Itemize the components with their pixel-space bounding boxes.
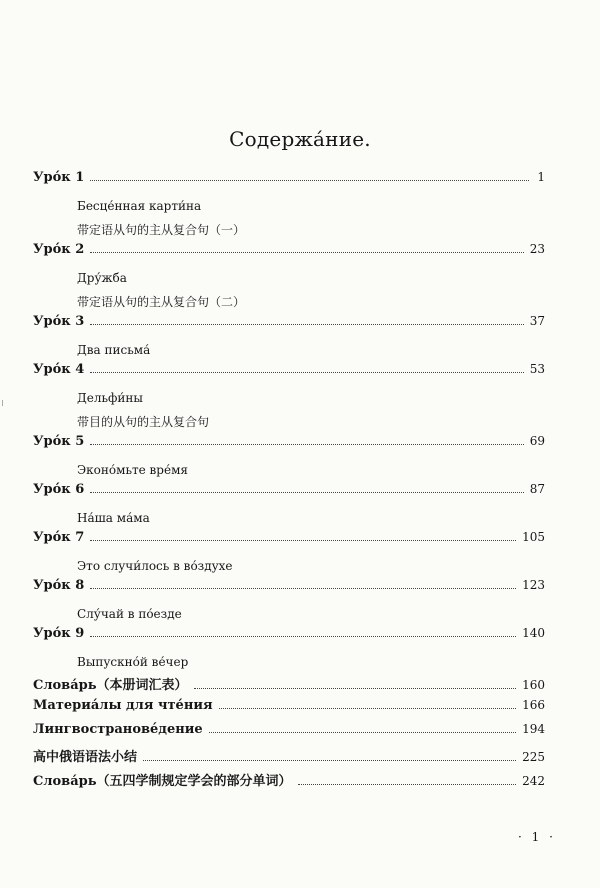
toc-entry-page: 140 (522, 626, 545, 640)
toc-entry (33, 770, 545, 794)
toc-entry-label: Лингвострановéдение (33, 722, 203, 737)
toc-entry-label: Уро́к 1 (33, 170, 85, 185)
table-of-contents (33, 170, 545, 794)
toc-entry-label: Уро́к 7 (33, 530, 85, 545)
toc-entry (33, 530, 545, 578)
margin-mark (2, 400, 3, 406)
toc-entry (33, 362, 545, 434)
toc-row (33, 530, 545, 554)
toc-entry-subtitle: 带定语从句的主从复合句（一） (77, 223, 246, 237)
dot-leader (219, 708, 517, 709)
toc-row (33, 626, 545, 650)
toc-row (33, 770, 545, 794)
page-number: · 1 · (518, 830, 556, 844)
toc-entry-subtitle: Слу́чай в по́езде (77, 607, 182, 621)
toc-entry-subtitle: Два письма́ (77, 343, 151, 357)
toc-entry-page: 160 (522, 678, 545, 692)
toc-entry-page: 105 (522, 530, 545, 544)
toc-entry-subtitle: Это случи́лось в во́здухе (77, 559, 233, 573)
toc-entry (33, 434, 545, 482)
dot-leader (143, 760, 516, 761)
dot-leader (90, 540, 516, 541)
toc-entry-page: 123 (522, 578, 545, 592)
toc-entry-page: 37 (529, 314, 545, 328)
dot-leader (90, 372, 523, 373)
toc-row (33, 434, 545, 458)
toc-entry (33, 314, 545, 362)
toc-row (33, 578, 545, 602)
toc-entry-page: 194 (522, 722, 545, 736)
toc-row (33, 482, 545, 506)
dot-leader (90, 492, 523, 493)
page-title: Содержа́ние. (229, 127, 371, 152)
toc-entry-subtitle: Дельфи́ны (77, 391, 143, 405)
dot-leader (90, 588, 516, 589)
dot-leader (90, 252, 523, 253)
toc-row (33, 746, 545, 770)
toc-entry-label: Слова́рь（五四学制规定学会的部分单词） (33, 774, 292, 789)
toc-row (33, 242, 545, 266)
toc-entry (33, 578, 545, 626)
toc-entry-subtitle: Эконо́мьте вре́мя (77, 463, 188, 477)
toc-entry-label: Уро́к 9 (33, 626, 85, 641)
toc-row (33, 674, 545, 698)
toc-entry-subtitle: На́ша ма́ма (77, 511, 150, 525)
toc-entry (33, 674, 545, 698)
toc-entry-page: 53 (529, 362, 545, 376)
toc-row (33, 170, 545, 194)
toc-entry-page: 166 (522, 698, 545, 712)
toc-entry-label: Уро́к 5 (33, 434, 85, 449)
toc-entry-subtitle: Бесце́нная карти́на (77, 199, 202, 213)
toc-entry-label: Материа́лы для чте́ния (33, 698, 213, 713)
toc-entry-subtitle: Дру́жба (77, 271, 127, 285)
toc-entry-subtitle: 带定语从句的主从复合句（二） (77, 295, 246, 309)
toc-entry-page: 225 (522, 750, 545, 764)
toc-entry-page: 69 (529, 434, 545, 448)
toc-entry-label: Уро́к 2 (33, 242, 85, 257)
toc-entry (33, 482, 545, 530)
toc-entry-label: 高中俄语语法小结 (33, 750, 138, 765)
dot-leader (194, 688, 517, 689)
dot-leader (90, 180, 529, 181)
toc-row (33, 314, 545, 338)
toc-entry (33, 626, 545, 674)
toc-row (33, 722, 545, 746)
toc-entry-page: 1 (537, 170, 545, 184)
toc-entry (33, 722, 545, 746)
toc-entry-subtitle: 带目的从句的主从复合句 (77, 415, 210, 429)
toc-entry-page: 242 (522, 774, 545, 788)
dot-leader (209, 732, 516, 733)
toc-entry (33, 242, 545, 314)
toc-entry-label: Уро́к 6 (33, 482, 85, 497)
toc-entry-subtitle: Выпускно́й ве́чер (77, 655, 189, 669)
toc-entry (33, 170, 545, 242)
toc-row (33, 698, 545, 722)
toc-entry-label: Уро́к 3 (33, 314, 85, 329)
toc-entry-label: Уро́к 8 (33, 578, 85, 593)
toc-entry (33, 698, 545, 722)
toc-entry-label: Уро́к 4 (33, 362, 85, 377)
dot-leader (90, 636, 516, 637)
toc-entry (33, 746, 545, 770)
toc-entry-label: Слова́рь（本册词汇表） (33, 678, 188, 693)
dot-leader (298, 784, 517, 785)
dot-leader (90, 324, 523, 325)
dot-leader (90, 444, 523, 445)
toc-entry-page: 23 (529, 242, 545, 256)
toc-entry-page: 87 (529, 482, 545, 496)
toc-row (33, 362, 545, 386)
